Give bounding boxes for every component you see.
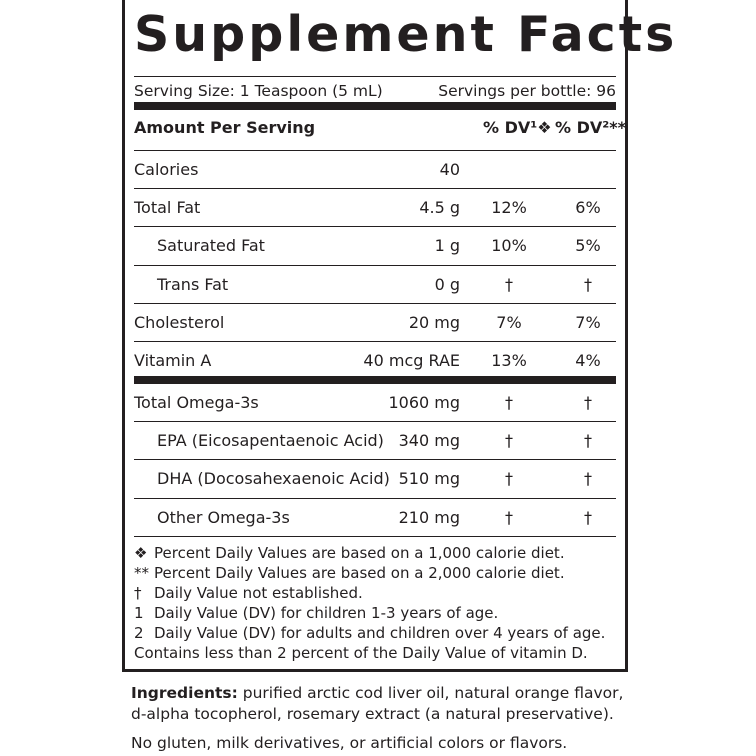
footnote-text: Percent Daily Values are based on a 2,000 calorie diet.: [154, 564, 565, 582]
nutrient-dv1: 10%: [491, 236, 527, 256]
dv1-header: % DV¹❖: [483, 118, 552, 137]
panel-title: Supplement Facts: [134, 6, 678, 63]
footnote-line: [134, 563, 616, 583]
nutrient-dv2: 4%: [575, 351, 601, 370]
nutrient-amount: 510 mg: [398, 469, 460, 489]
footnote-line: [134, 643, 616, 663]
table-row: [134, 303, 616, 341]
table-row: [134, 188, 616, 226]
table-row: [134, 498, 616, 536]
nutrient-name: Trans Fat: [157, 274, 229, 294]
nutrient-dv1: 7%: [496, 312, 522, 332]
nutrient-amount: 210 mg: [398, 507, 460, 527]
nutrient-dv1: †: [505, 274, 513, 294]
footnote-symbol: **: [134, 564, 149, 582]
table-row: [134, 421, 616, 459]
nutrient-amount: 4.5 g: [419, 198, 460, 218]
nutrient-dv1: 12%: [491, 198, 527, 218]
footnotes: [134, 536, 616, 663]
ingredients: [131, 683, 631, 725]
footnote-line: [134, 623, 616, 643]
nutrient-name: Saturated Fat: [157, 236, 265, 256]
supplement-facts-panel: [122, 0, 678, 672]
amount-per-serving-header: Amount Per Serving: [134, 118, 316, 137]
ingredients-label: Ingredients:: [131, 684, 238, 702]
footnote-line: [134, 583, 616, 603]
nutrient-name: DHA (Docosahexaenoic Acid): [157, 469, 390, 489]
nutrient-dv1: †: [505, 507, 513, 527]
ingredients-text: purified arctic cod liver oil, natural orange flavor, d-alpha tocopherol, rosemary extract (a natural preservative).: [131, 684, 624, 723]
nutrient-name: Other Omega-3s: [157, 507, 290, 527]
servings-per-container: Servings per bottle: 96: [438, 82, 616, 100]
nutrient-dv2: †: [584, 431, 592, 451]
nutrient-amount: 20 mg: [408, 312, 460, 332]
footnote-line: [134, 543, 616, 563]
footnote-text: Daily Value (DV) for adults and children over 4 years of age.: [154, 624, 606, 642]
table-row: [134, 265, 616, 303]
nutrient-name: Total Fat: [134, 198, 201, 218]
nutrient-dv1: 13%: [491, 351, 527, 370]
footnote-symbol: †: [134, 584, 142, 602]
dv2-header: % DV²**: [555, 118, 627, 137]
footnote-text: Daily Value (DV) for children 1-3 years of age.: [154, 604, 499, 622]
serving-size: Serving Size: 1 Teaspoon (5 mL): [134, 82, 383, 100]
footnote-text: Contains less than 2 percent of the Daily Value of vitamin D.: [134, 644, 588, 662]
nutrient-dv1: †: [505, 431, 513, 451]
footnote-text: Percent Daily Values are based on a 1,000 calorie diet.: [154, 544, 565, 562]
nutrient-name: Calories: [134, 160, 199, 179]
nutrient-dv1: †: [505, 469, 513, 489]
nutrient-dv2: †: [584, 507, 592, 527]
footnote-line: [134, 603, 616, 623]
column-header: [134, 118, 627, 146]
free-from-statement: No gluten, milk derivatives, or artificial colors or flavors.: [131, 734, 568, 752]
thick-divider: [134, 102, 616, 110]
nutrient-dv2: †: [584, 469, 592, 489]
table-row: [134, 341, 616, 379]
nutrient-dv2: 6%: [575, 198, 601, 218]
table-row: [134, 226, 616, 264]
nutrient-dv2: †: [584, 393, 592, 412]
footnote-symbol: 1: [134, 604, 144, 622]
thick-divider-omega: [134, 376, 616, 383]
nutrient-amount: 0 g: [434, 274, 460, 294]
nutrient-amount: 1 g: [434, 236, 460, 256]
nutrient-dv2: †: [584, 274, 592, 294]
nutrient-name: Vitamin A: [134, 351, 212, 370]
nutrient-name: EPA (Eicosapentaenoic Acid): [157, 431, 384, 451]
footnote-symbol: 2: [134, 624, 144, 642]
nutrient-dv1: †: [505, 393, 513, 412]
nutrient-dv2: 7%: [575, 312, 601, 332]
table-row: [134, 459, 616, 497]
nutrient-amount: 40 mcg RAE: [363, 351, 460, 370]
nutrient-amount: 1060 mg: [388, 393, 460, 412]
table-row: [134, 150, 616, 188]
footnote-text: Daily Value not established.: [154, 584, 363, 602]
footnote-symbol: ❖: [134, 544, 148, 562]
nutrient-amount: 340 mg: [398, 431, 460, 451]
nutrient-name: Total Omega-3s: [134, 393, 259, 412]
table-row: [134, 383, 616, 421]
serving-info: [134, 76, 616, 103]
nutrient-dv2: 5%: [575, 236, 601, 256]
nutrient-name: Cholesterol: [134, 312, 225, 332]
nutrient-amount: 40: [439, 160, 460, 179]
